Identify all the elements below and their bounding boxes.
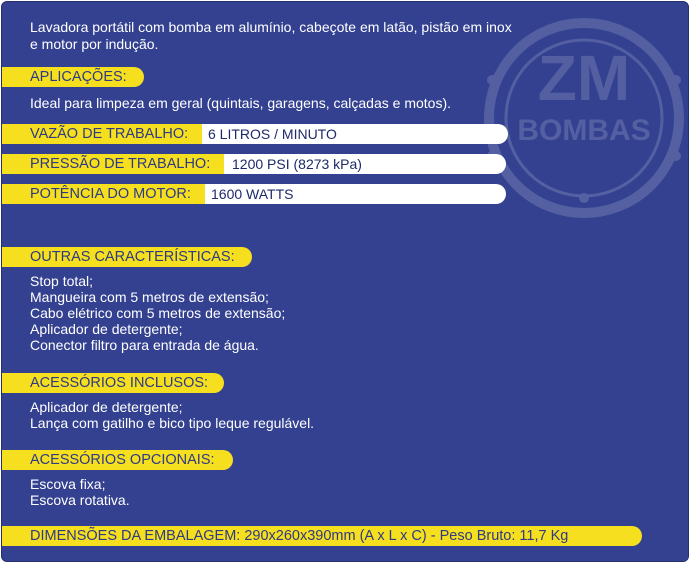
optional-accessories-heading: ACESSÓRIOS OPCIONAIS: [2, 450, 233, 470]
intro-line-1: Lavadora portátil com bomba em alumínio, cabeçote em latão, pistão em inox [30, 19, 512, 35]
other-features-item-1: Stop total; [30, 273, 94, 289]
spec-row-pressure [2, 154, 506, 174]
package-dimensions-banner: DIMENSÕES DA EMBALAGEM: 290x260x390mm (A x L x C) - Peso Bruto: 11,7 Kg [2, 526, 642, 546]
spec-row-power [2, 184, 506, 204]
optional-accessories-item-1: Escova fixa; [30, 476, 106, 492]
other-features-heading: OUTRAS CARACTERÍSTICAS: [2, 247, 252, 267]
product-spec-card [1, 1, 689, 562]
intro-line-2: e motor por indução. [30, 36, 159, 52]
spec-row-flow [2, 124, 508, 144]
spec-label-flow: VAZÃO DE TRABALHO: [2, 124, 202, 144]
spec-value-power: 1600 WATTS [211, 186, 294, 202]
spec-value-pressure: 1200 PSI (8273 kPa) [232, 156, 362, 172]
spec-value-flow: 6 LITROS / MINUTO [208, 126, 337, 142]
spec-label-pressure: PRESSÃO DE TRABALHO: [2, 154, 224, 174]
included-accessories-item-1: Aplicador de detergente; [30, 399, 183, 415]
included-accessories-item-2: Lança com gatilho e bico tipo leque regulável. [30, 415, 315, 431]
watermark-brand-text: BOMBAS [517, 114, 651, 147]
applications-text: Ideal para limpeza em geral (quintais, garagens, calçadas e motos). [30, 95, 451, 111]
other-features-item-2: Mangueira com 5 metros de extensão; [30, 289, 269, 305]
included-accessories-heading: ACESSÓRIOS INCLUSOS: [2, 373, 224, 393]
other-features-item-3: Cabo elétrico com 5 metros de extensão; [30, 305, 286, 321]
spec-label-power: POTÊNCIA DO MOTOR: [2, 184, 205, 204]
applications-heading: APLICAÇÕES: [2, 67, 144, 87]
watermark-logo-text: ZM [537, 42, 631, 114]
optional-accessories-item-2: Escova rotativa. [30, 492, 130, 508]
other-features-item-4: Aplicador de detergente; [30, 321, 183, 337]
other-features-item-5: Conector filtro para entrada de água. [30, 337, 259, 353]
